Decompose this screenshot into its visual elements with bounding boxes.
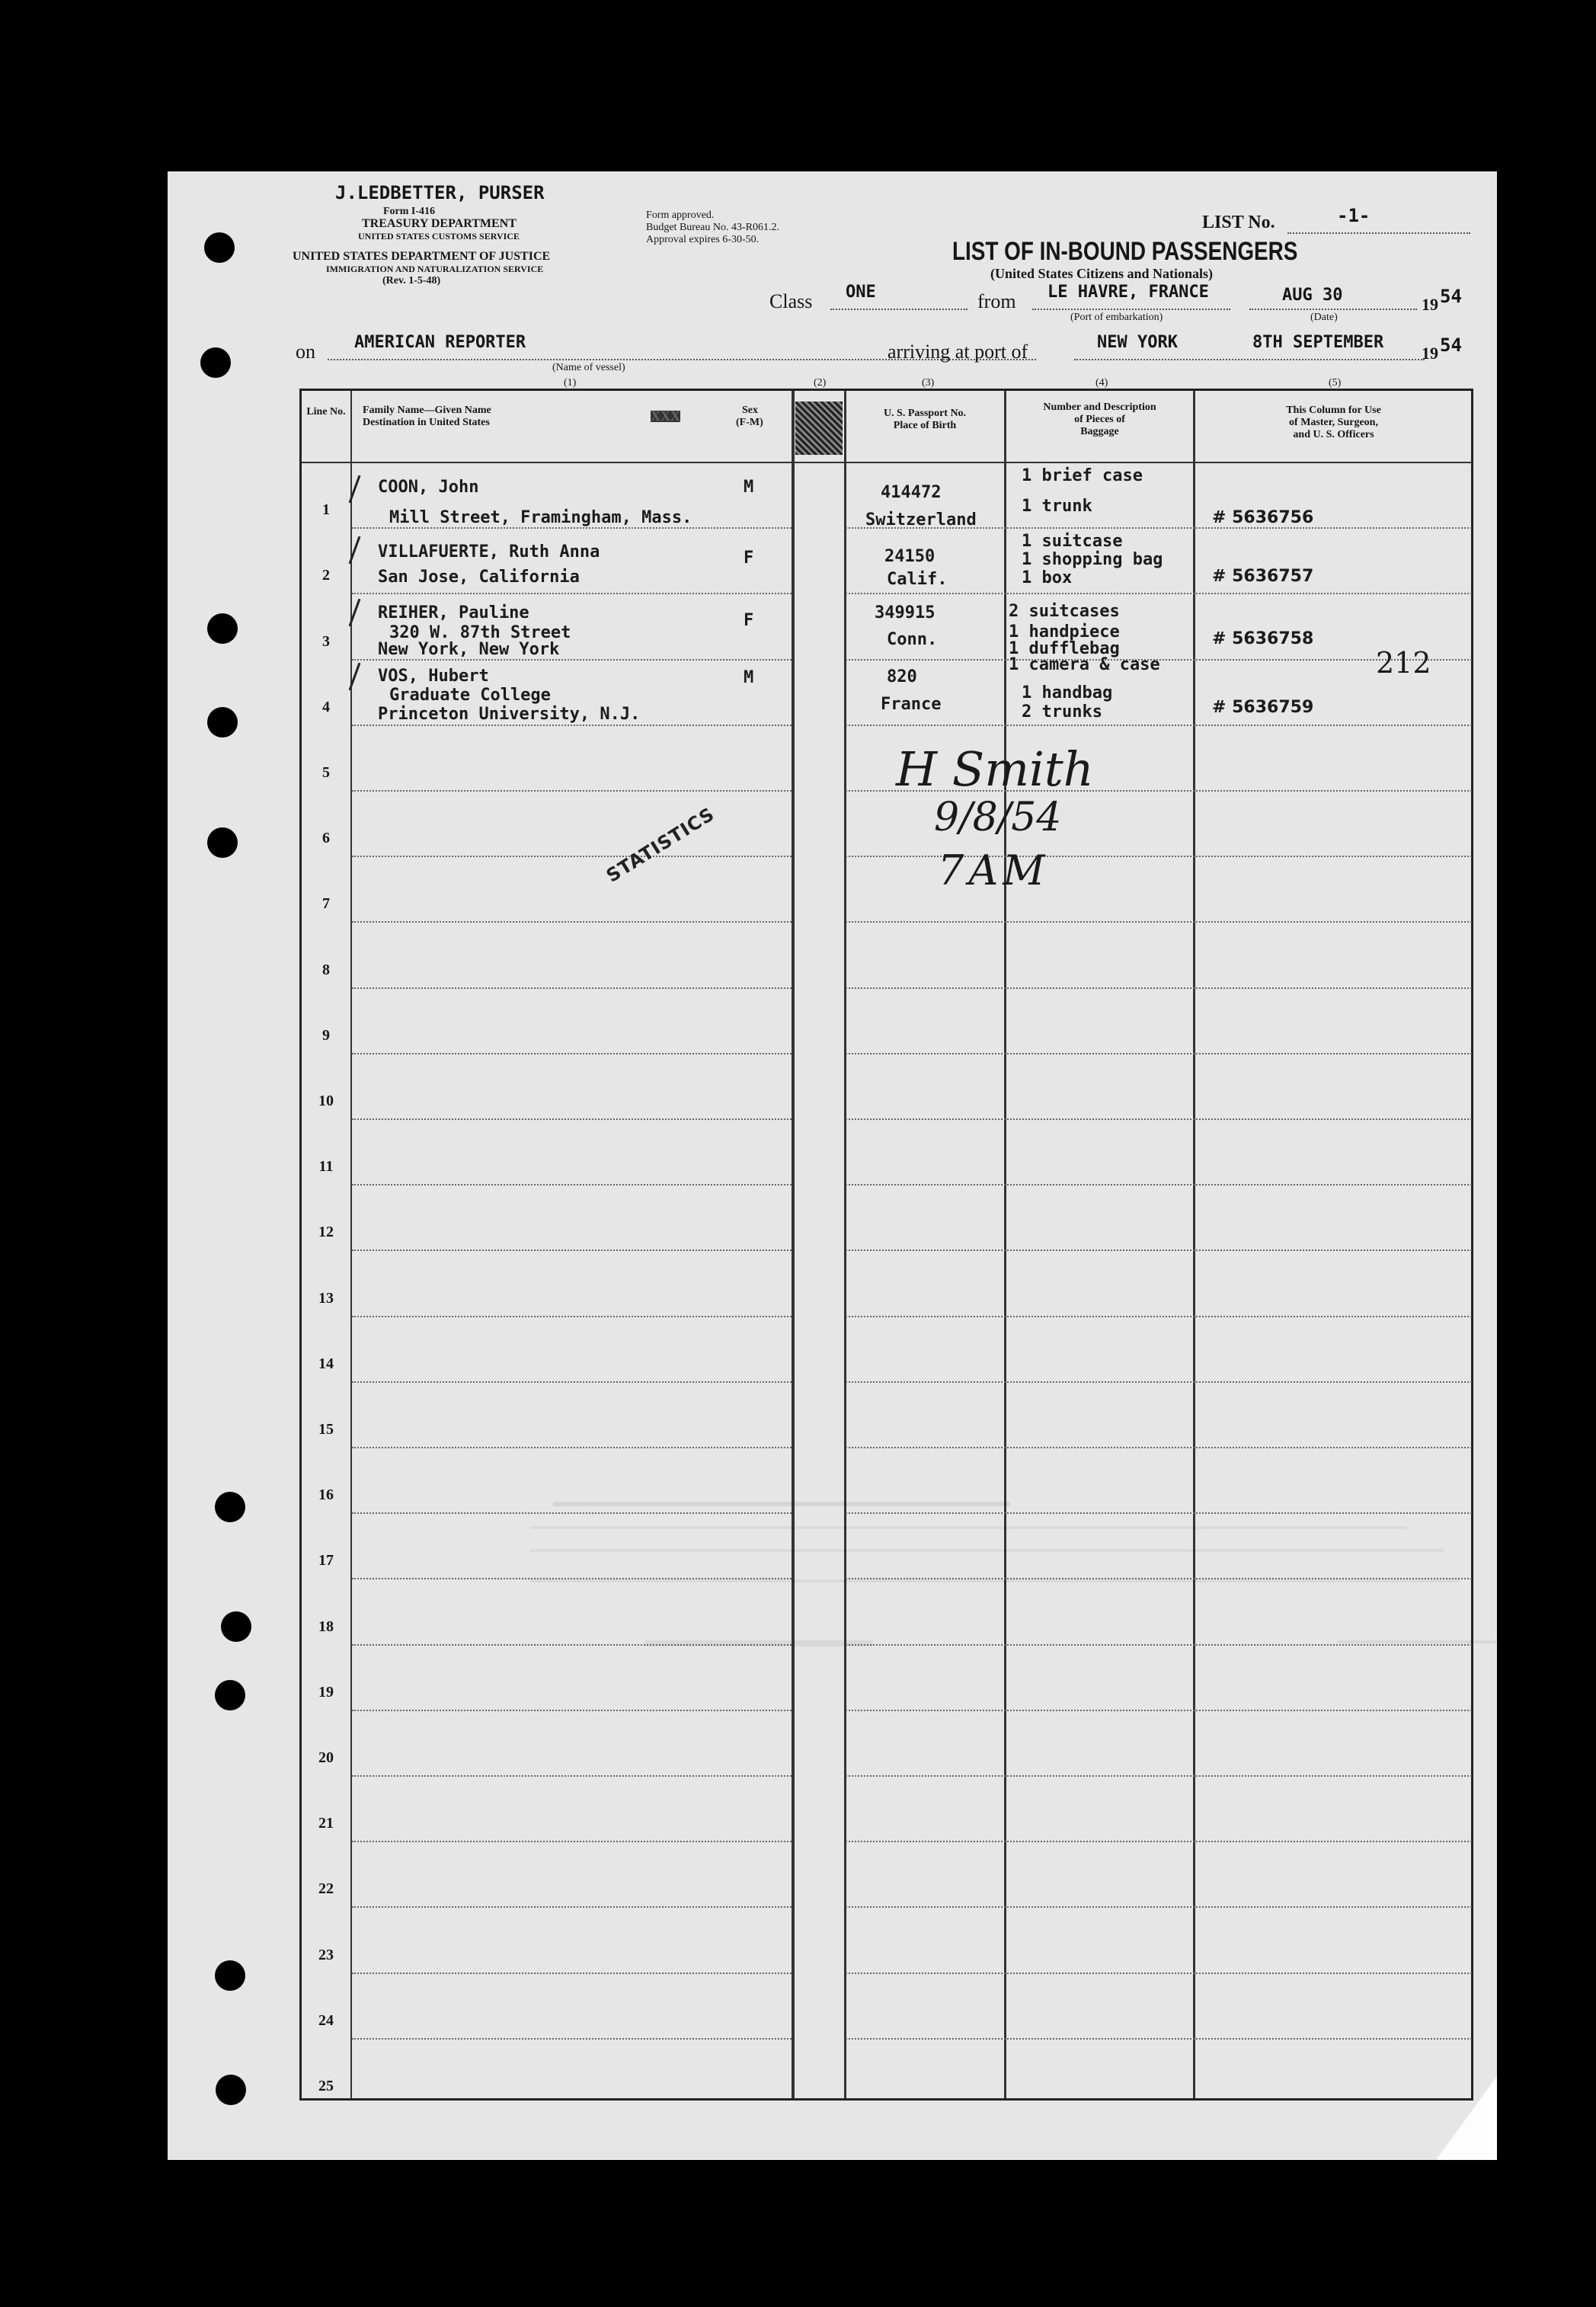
hdr-sex: Sex	[742, 405, 758, 416]
punch-hole	[207, 707, 238, 738]
passenger-1-dest: Mill Street, Framingham, Mass.	[389, 508, 692, 527]
punch-hole	[207, 827, 238, 858]
passenger-2-passport: 24150	[884, 547, 936, 566]
punch-hole	[216, 2075, 246, 2105]
passenger-4-dest-1: Graduate College	[389, 686, 551, 705]
colnum-1: (1)	[564, 377, 577, 389]
line-number: 17	[318, 1552, 334, 1569]
punch-hole	[215, 1680, 245, 1710]
hdr-line-no: Line No.	[306, 406, 346, 418]
passenger-3-passport: 349915	[875, 603, 936, 622]
line-number: 22	[318, 1880, 334, 1898]
passenger-3-officer: # 5636758	[1212, 629, 1314, 648]
arrival-date: 8TH SEPTEMBER	[1252, 333, 1384, 352]
passenger-4-dest-2: Princeton University, N.J.	[378, 705, 641, 724]
passenger-3-bag-3: 1 dufflebag	[1009, 639, 1120, 658]
line-number: 21	[318, 1815, 334, 1832]
line-number: 2	[322, 567, 330, 584]
page-title: LIST OF IN-BOUND PASSENGERS	[952, 237, 1298, 266]
arrival-port: NEW YORK	[1097, 333, 1178, 352]
passenger-2-dest: San Jose, California	[378, 568, 580, 587]
from-value: LE HAVRE, FRANCE	[1047, 283, 1209, 302]
signature-date: 9/8/54	[934, 795, 1062, 840]
colnum-3: (3)	[922, 377, 935, 389]
passenger-1-sex: M	[744, 478, 754, 497]
approval-3: Approval expires 6-30-50.	[646, 234, 760, 245]
form-number: Form I-416	[383, 206, 436, 217]
approval-2: Budget Bureau No. 43-R061.2.	[646, 222, 779, 233]
passenger-4-bag-3: 2 trunks	[1022, 702, 1102, 722]
passenger-2-bag-3: 1 box	[1022, 568, 1073, 587]
approval-1: Form approved.	[646, 210, 715, 221]
line-number: 9	[322, 1026, 330, 1044]
statistics-stamp: STATISTICS	[603, 803, 718, 887]
hdr-baggage-1: Number and Description	[1043, 402, 1156, 413]
colnum-4: (4)	[1095, 377, 1108, 389]
hdr-officers-3: and U. S. Officers	[1293, 429, 1374, 440]
passenger-3-bag-2: 1 handpiece	[1009, 622, 1120, 642]
line-number: 8	[322, 961, 330, 978]
date-caption: (Date)	[1310, 312, 1338, 323]
hdr-baggage-3: Baggage	[1080, 426, 1119, 437]
hdr-birth: Place of Birth	[893, 420, 957, 431]
punch-hole	[221, 1611, 251, 1642]
passenger-3-name: REIHER, Pauline	[378, 603, 529, 622]
passenger-3-sex: F	[744, 611, 754, 630]
line-number: 13	[318, 1289, 334, 1307]
page-subtitle: (United States Citizens and Nationals)	[990, 266, 1214, 281]
year-prefix: 19	[1422, 295, 1438, 314]
list-no-value: -1-	[1337, 205, 1371, 226]
hdr-officers-1: This Column for Use	[1286, 405, 1381, 416]
line-number: 12	[318, 1224, 334, 1241]
date-value: AUG 30	[1282, 286, 1343, 305]
line-number: 15	[318, 1421, 334, 1438]
passenger-2-name: VILLAFUERTE, Ruth Anna	[378, 542, 600, 562]
passenger-1-birth: Switzerland	[865, 510, 977, 530]
inspector-signature: H Smith	[896, 741, 1094, 797]
arrival-year: 54	[1440, 334, 1462, 356]
line-number: 18	[318, 1617, 334, 1635]
passenger-table	[299, 389, 1473, 2101]
line-number: 5	[322, 764, 330, 781]
passenger-3-dest-1: 320 W. 87th Street	[389, 623, 571, 642]
passenger-list-sheet	[168, 171, 1497, 2160]
line-number: 1	[322, 501, 330, 519]
passenger-3-birth: Conn.	[887, 630, 938, 649]
passenger-1-officer: # 5636756	[1212, 508, 1314, 527]
passenger-4-name: VOS, Hubert	[378, 667, 489, 686]
hdr-officers-2: of Master, Surgeon,	[1289, 417, 1378, 428]
line-number: 24	[318, 2011, 334, 2029]
passenger-1-bag-1: 1 brief case	[1022, 466, 1143, 485]
passenger-4-bag-2: 1 handbag	[1022, 683, 1113, 702]
colnum-5: (5)	[1329, 377, 1342, 389]
passenger-4-officer: # 5636759	[1212, 698, 1314, 717]
punch-hole	[215, 1960, 245, 1991]
line-number: 25	[318, 2078, 334, 2094]
from-label: from	[977, 290, 1016, 312]
list-no-label: LIST No.	[1202, 213, 1275, 232]
hdr-name: Family Name—Given Name	[363, 405, 491, 416]
passenger-2-birth: Calif.	[887, 570, 948, 589]
year-value: 54	[1440, 286, 1462, 307]
line-number: 11	[318, 1158, 334, 1176]
line-number: 23	[318, 1946, 334, 1963]
arrival-year-prefix: 19	[1422, 344, 1438, 363]
passenger-1-bag-2: 1 trunk	[1022, 497, 1092, 516]
line-number: 3	[322, 632, 330, 650]
vessel-name: AMERICAN REPORTER	[354, 333, 526, 352]
punch-hole	[200, 347, 231, 378]
line-number: 16	[318, 1486, 334, 1504]
line-number: 20	[318, 1749, 334, 1766]
punch-hole	[215, 1492, 245, 1522]
passenger-1-passport: 414472	[881, 483, 942, 502]
hdr-baggage-2: of Pieces of	[1074, 414, 1125, 425]
ins-service: IMMIGRATION AND NATURALIZATION SERVICE	[326, 264, 544, 274]
line-number: 14	[318, 1355, 334, 1372]
line-number: 7	[322, 895, 330, 913]
punch-hole	[204, 232, 235, 263]
hdr-passport: U. S. Passport No.	[883, 408, 967, 419]
passenger-2-bag-2: 1 shopping bag	[1022, 550, 1163, 569]
count-annotation: 212	[1376, 646, 1431, 680]
passenger-4-bag-1: 1 camera & case	[1009, 655, 1160, 674]
passenger-4-birth: France	[881, 695, 942, 714]
hdr-age-struck: XXX	[651, 408, 680, 424]
passenger-3-dest-2: New York, New York	[378, 640, 560, 659]
treasury-dept: TREASURY DEPARTMENT	[362, 217, 517, 230]
class-label: Class	[769, 290, 813, 312]
colnum-2: (2)	[814, 377, 827, 389]
hdr-sex-fm: (F-M)	[736, 417, 763, 428]
punch-hole	[207, 613, 238, 644]
justice-dept: UNITED STATES DEPARTMENT OF JUSTICE	[293, 250, 551, 263]
revision: (Rev. 1-5-48)	[382, 275, 441, 286]
passenger-4-sex: M	[744, 668, 754, 687]
signature-time: 7AM	[938, 846, 1050, 894]
passenger-2-officer: # 5636757	[1212, 567, 1314, 586]
on-label: on	[296, 341, 315, 363]
passenger-2-sex: F	[744, 549, 754, 568]
passenger-3-bag-1: 2 suitcases	[1009, 602, 1120, 621]
arriving-label: arriving at port of	[888, 341, 1028, 363]
line-number: 19	[318, 1683, 334, 1701]
customs-service: UNITED STATES CUSTOMS SERVICE	[358, 231, 520, 242]
hdr-destination: Destination in United States	[363, 417, 490, 428]
line-number: 4	[322, 698, 330, 715]
port-caption: (Port of embarkation)	[1070, 312, 1163, 323]
hdr-col2-struck	[795, 402, 843, 455]
line-number: 6	[322, 830, 330, 847]
line-number: 10	[318, 1093, 334, 1109]
purser-name: J.LEDBETTER, PURSER	[335, 182, 545, 203]
class-value: ONE	[846, 283, 876, 302]
vessel-caption: (Name of vessel)	[552, 362, 625, 373]
passenger-4-passport: 820	[887, 667, 917, 686]
passenger-1-name: COON, John	[378, 478, 479, 497]
passenger-2-bag-1: 1 suitcase	[1022, 532, 1123, 551]
